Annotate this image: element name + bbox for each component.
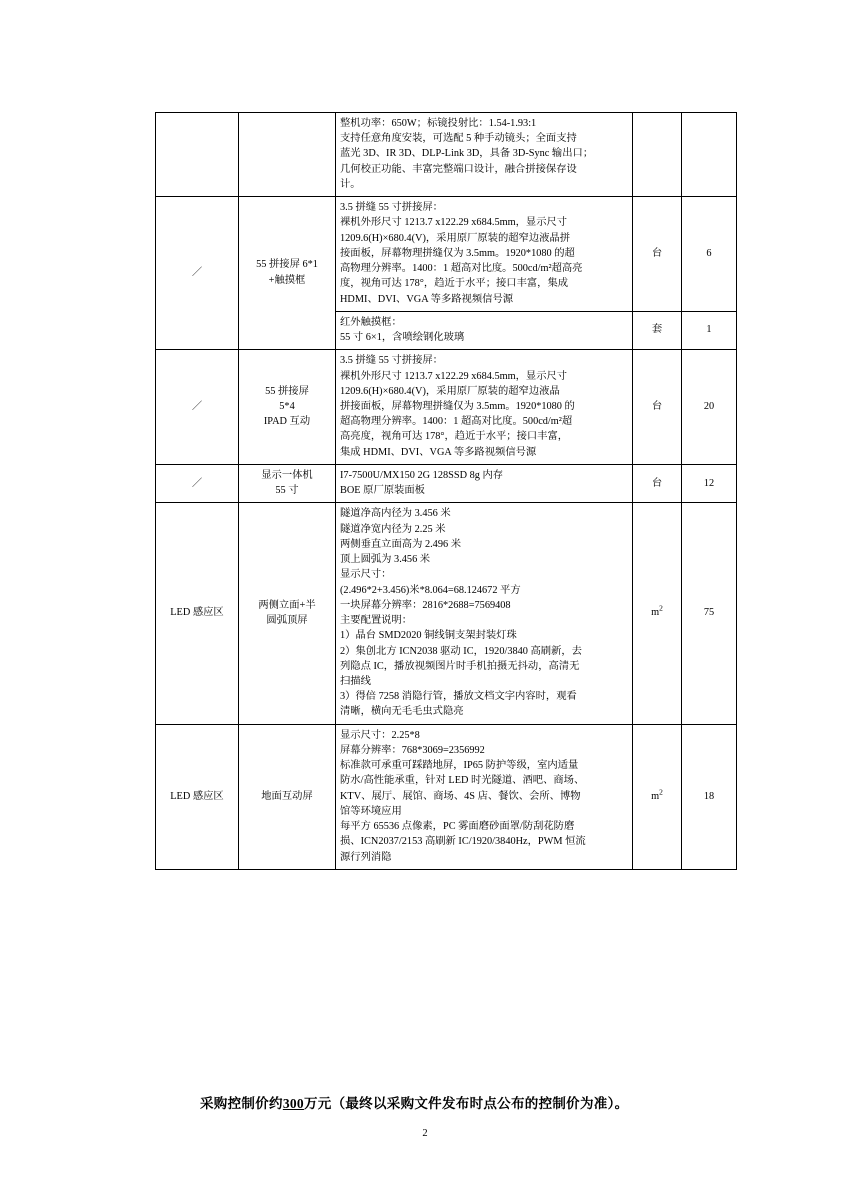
cell-unit: 台 bbox=[633, 464, 682, 502]
desc-line: 度，视角可达 178°，趋近于水平；接口丰富，集成 bbox=[340, 278, 569, 290]
desc-line: 顶上圆弧为 3.456 米 bbox=[340, 554, 431, 566]
cell-quantity: 6 bbox=[682, 197, 737, 312]
cell-item-name bbox=[239, 503, 336, 724]
desc-line: 整机功率：650W；标镜投射比：1.54-1.93:1 bbox=[340, 118, 537, 129]
control-price-note bbox=[200, 1092, 720, 1112]
desc-line: 显示尺寸：2.25*8 bbox=[340, 729, 420, 741]
desc-line: 计。 bbox=[340, 178, 361, 190]
desc-line: 防水/高性能承重，针对 LED 时光隧道、酒吧、商场、 bbox=[340, 775, 585, 787]
desc-line: 拼接面板，屏幕物理拼缝仅为 3.5mm。1920*1080 的 bbox=[340, 400, 575, 412]
desc-line: 集成 HDMI、DVI、VGA 等多路视频信号源 bbox=[340, 446, 537, 458]
desc-line: 3.5 拼缝 55 寸拼接屏： bbox=[340, 202, 443, 214]
cell-description bbox=[336, 464, 633, 502]
cell-zone bbox=[156, 113, 239, 197]
desc-line: 55 寸 6×1，含喷绘钢化玻璃 bbox=[340, 332, 465, 344]
cell-description bbox=[336, 350, 633, 465]
desc-line: 每平方 65536 点像素，PC 雾面磨砂面罩/防刮花防磨 bbox=[340, 821, 575, 833]
table-row bbox=[156, 724, 737, 869]
note-suffix: 万元（最终以采购文件发布时点公布的控制价为准）。 bbox=[303, 1096, 629, 1111]
cell-description bbox=[336, 724, 633, 869]
cell-unit: 套 bbox=[633, 311, 682, 349]
desc-line: 高物理分辨率。1400：1 超高对比度。500cd/m²超高亮 bbox=[340, 263, 583, 275]
desc-line: 隧道净宽内径为 2.25 米 bbox=[340, 523, 446, 535]
desc-line: KTV、展厅、展馆、商场、4S 店、餐饮、会所、博物 bbox=[340, 790, 581, 802]
cell-unit: $m^2$ bbox=[633, 503, 682, 724]
item-name-line-1: 显示一体机 bbox=[261, 469, 313, 481]
cell-quantity: 20 bbox=[682, 350, 737, 465]
cell-zone: ／ bbox=[156, 350, 239, 465]
cell-zone: LED 感应区 bbox=[156, 724, 239, 869]
cell-quantity: 1 bbox=[682, 311, 737, 349]
cell-unit: 台 bbox=[633, 197, 682, 312]
item-name-line-3: IPAD 互动 bbox=[263, 416, 311, 428]
desc-line: 几何校正功能、丰富完整端口设计，融合拼接保存设 bbox=[340, 163, 577, 175]
item-name-line-2: 55 寸 bbox=[275, 485, 299, 497]
item-name-line-2: 5*4 bbox=[279, 400, 295, 412]
desc-line: 3）得倍 7258 消隐行管，播放文档文字内容时，观看 bbox=[340, 691, 577, 703]
cell-unit: 台 bbox=[633, 350, 682, 465]
cell-zone: ／ bbox=[156, 197, 239, 350]
desc-line: HDMI、DVI、VGA 等多路视频信号源 bbox=[340, 293, 514, 305]
desc-line: 清晰，横向无毛毛虫式隐亮 bbox=[340, 706, 464, 718]
desc-line: 1）晶台 SMD2020 铜线铜支架封装灯珠 bbox=[340, 630, 517, 642]
desc-line: 高亮度，视角可达 178°，趋近于水平；接口丰富， bbox=[340, 431, 569, 443]
item-name-line-1: 55 拼接屏 6*1 bbox=[256, 259, 318, 271]
note-amount: 300 bbox=[282, 1096, 304, 1111]
desc-line: 扫描线 bbox=[340, 675, 371, 687]
item-name-line-2: +触摸框 bbox=[268, 274, 306, 286]
desc-line: 裸机外形尺寸 1213.7 x122.29 x684.5mm，显示尺寸 bbox=[340, 370, 568, 382]
cell-quantity bbox=[682, 113, 737, 197]
desc-line: 接面板，屏幕物理拼缝仅为 3.5mm。1920*1080 的超 bbox=[340, 247, 575, 259]
desc-line: 支持任意角度安装，可选配 5 种手动镜头；全面支持 bbox=[340, 133, 577, 145]
cell-description bbox=[336, 311, 633, 349]
cell-description bbox=[336, 197, 633, 312]
specification-table bbox=[155, 112, 737, 870]
desc-line: 列隐点 IC，播放视频图片时手机拍摄无抖动，高清无 bbox=[340, 660, 580, 672]
cell-item-name: 地面互动屏 bbox=[239, 724, 336, 869]
cell-item-name bbox=[239, 197, 336, 350]
cell-item-name bbox=[239, 464, 336, 502]
desc-line: 显示尺寸： bbox=[340, 569, 392, 581]
item-name-line-1: 55 拼接屏 bbox=[265, 385, 309, 397]
desc-line: 裸机外形尺寸 1213.7 x122.29 x684.5mm，显示尺寸 bbox=[340, 217, 568, 229]
table-row bbox=[156, 464, 737, 502]
desc-line: 蓝光 3D、IR 3D、DLP-Link 3D，具备 3D-Sync 输出口； bbox=[340, 148, 594, 160]
cell-unit bbox=[633, 113, 682, 197]
table-row bbox=[156, 113, 737, 197]
desc-line: 屏幕分辨率：768*3069=2356992 bbox=[340, 744, 485, 756]
desc-line: 1209.6(H)×680.4(V)，采用原厂原装的超窄边液晶拼 bbox=[340, 232, 571, 244]
cell-quantity: 12 bbox=[682, 464, 737, 502]
specification-table-wrapper bbox=[155, 112, 715, 870]
desc-line: 超高物理分辨率。1400：1 超高对比度。500cd/m²超 bbox=[340, 416, 573, 428]
desc-line: 一块屏幕分辨率：2816*2688=7569408 bbox=[340, 599, 511, 611]
desc-line: 3.5 拼缝 55 寸拼接屏： bbox=[340, 355, 443, 367]
desc-line: 馆等环境应用 bbox=[340, 805, 402, 817]
item-name-line-2: 圆弧顶屏 bbox=[266, 615, 308, 627]
desc-line: 主要配置说明： bbox=[340, 615, 413, 627]
table-body bbox=[156, 113, 737, 870]
desc-line: 隧道净高内径为 3.456 米 bbox=[340, 508, 451, 520]
superscript-two: 2 bbox=[659, 787, 663, 797]
desc-line: 两侧垂直立面高为 2.496 米 bbox=[340, 538, 461, 550]
cell-description bbox=[336, 113, 633, 197]
cell-unit: $m^2$ bbox=[633, 724, 682, 869]
page-number: 2 bbox=[422, 1128, 428, 1139]
table-row bbox=[156, 350, 737, 465]
cell-description bbox=[336, 503, 633, 724]
cell-zone: LED 感应区 bbox=[156, 503, 239, 724]
table-row bbox=[156, 197, 737, 312]
desc-line: I7-7500U/MX150 2G 128SSD 8g 内存 bbox=[340, 469, 504, 481]
desc-line: 1209.6(H)×680.4(V)，采用原厂原装的超窄边液晶 bbox=[340, 385, 560, 397]
desc-line: 红外触摸框： bbox=[340, 316, 402, 328]
cell-quantity: 75 bbox=[682, 503, 737, 724]
item-name-line-1: 两侧立面+半 bbox=[258, 599, 316, 611]
superscript-two: 2 bbox=[659, 603, 663, 613]
desc-line: 2）集创北方 ICN2038 驱动 IC，1920/3840 高刷新，去 bbox=[340, 645, 582, 657]
cell-quantity: 18 bbox=[682, 724, 737, 869]
note-prefix: 采购控制价约 bbox=[200, 1096, 283, 1111]
desc-line: BOE 原厂原装面板 bbox=[340, 485, 425, 497]
desc-line: 源行列消隐 bbox=[340, 851, 392, 863]
cell-zone: ／ bbox=[156, 464, 239, 502]
cell-item-name bbox=[239, 350, 336, 465]
table-row bbox=[156, 503, 737, 724]
desc-line: (2.496*2+3.456)米*8.064=68.124672 平方 bbox=[340, 584, 521, 596]
cell-item-name bbox=[239, 113, 336, 197]
desc-line: 标准款可承重可踩踏地屏，IP65 防护等级，室内适量 bbox=[340, 760, 579, 772]
desc-line: 损、ICN2037/2153 高刷新 IC/1920/3840Hz，PWM 恒流 bbox=[340, 836, 586, 848]
